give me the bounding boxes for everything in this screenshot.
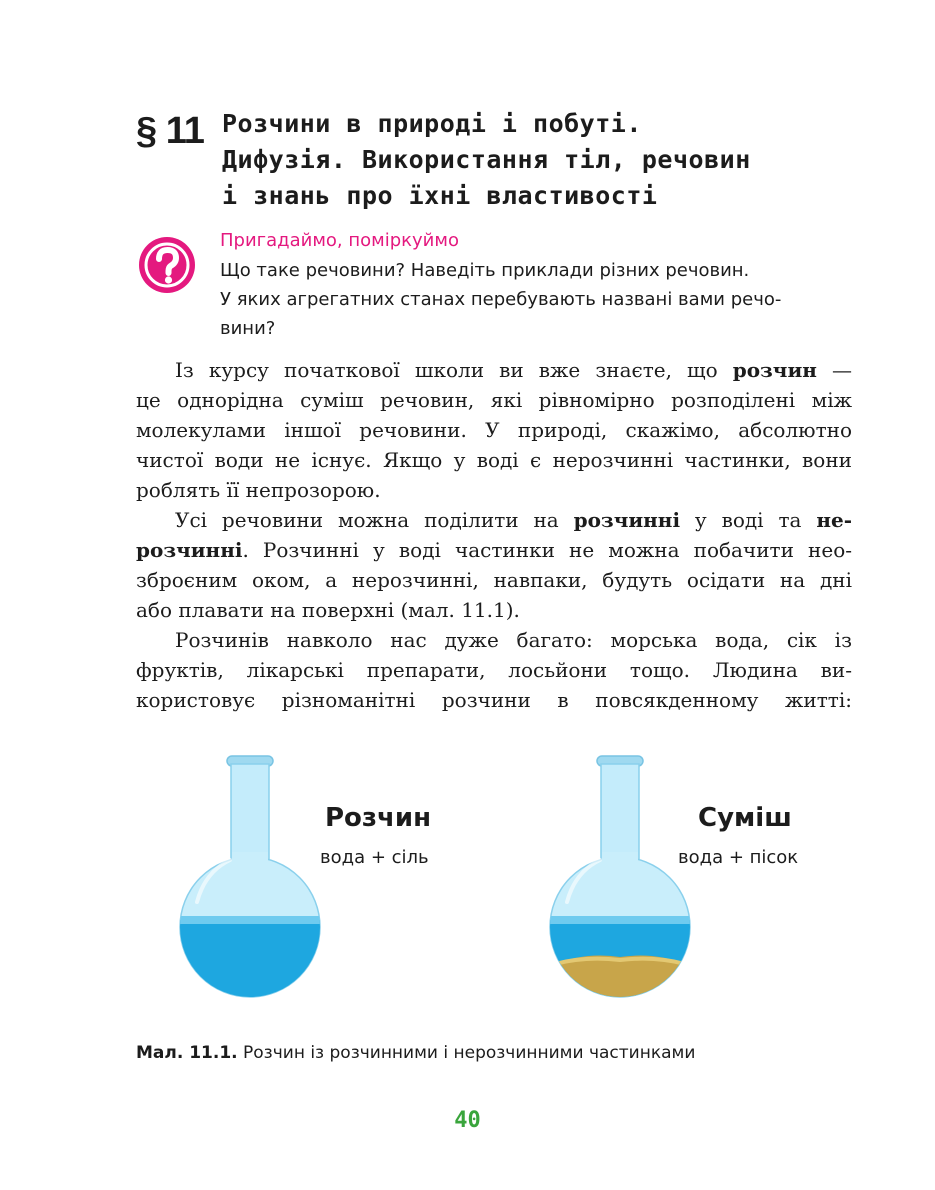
recall-question: У яких агрегатних станах перебувають названі вами речо- xyxy=(220,289,782,310)
recall-question: вини? xyxy=(220,318,276,339)
figure-caption xyxy=(136,1043,695,1063)
term-bold: розчинні xyxy=(136,538,243,562)
paragraph-line: Із курсу початкової школи ви вже знаєте, що розчин — xyxy=(175,358,852,382)
flask-mixture-title: Суміш xyxy=(698,803,792,833)
flask-solution-title: Розчин xyxy=(325,803,432,833)
section-title-line: Розчини в природі і побуті. xyxy=(222,109,642,138)
flask-mixture xyxy=(545,752,695,1002)
question-mark-icon xyxy=(138,236,196,294)
term-bold: розчинні xyxy=(573,508,681,532)
figure-caption-label: Мал. 11.1. xyxy=(136,1043,238,1063)
paragraph-line: роблять її непрозорою. xyxy=(136,478,381,502)
paragraph-line: зброєним оком, а нерозчинні, навпаки, будуть осідати на дні xyxy=(136,568,852,592)
paragraph-line: або плавати на поверхні (мал. 11.1). xyxy=(136,598,520,622)
paragraph-line: розчинні. Розчинні у воді частинки не можна побачити нео- xyxy=(136,538,852,562)
term-bold: не- xyxy=(816,508,852,532)
flask-mixture-caption: вода + пісок xyxy=(678,847,799,868)
section-number: § 11 xyxy=(136,110,204,152)
figure-caption-text: Розчин із розчинними і нерозчинними частинками xyxy=(237,1043,696,1063)
term-bold: розчин xyxy=(732,358,817,382)
paragraph-line: фруктів, лікарські препарати, лосьйони тощо. Людина ви- xyxy=(136,658,852,682)
page-number: 40 xyxy=(454,1108,481,1133)
paragraph-line: чистої води не існує. Якщо у воді є нерозчинні частинки, вони xyxy=(136,448,852,472)
paragraph-line: користовує різноманітні розчини в повсякденному житті: xyxy=(136,688,852,712)
flask-solution-caption: вода + сіль xyxy=(320,847,429,868)
section-title xyxy=(222,106,862,214)
paragraph-line: молекулами іншої речовини. У природі, скажімо, абсолютно xyxy=(136,418,852,442)
flask-solution xyxy=(175,752,325,1002)
recall-heading: Пригадаймо, поміркуймо xyxy=(220,230,459,251)
recall-question: Що таке речовини? Наведіть приклади різних речовин. xyxy=(220,260,750,281)
section-title-line: і знань про їхні властивості xyxy=(222,181,658,210)
paragraph-line: це однорідна суміш речовин, які рівномірно розподілені між xyxy=(136,388,852,412)
section-title-line: Дифузія. Використання тіл, речовин xyxy=(222,145,751,174)
paragraph-line: Розчинів навколо нас дуже багато: морська вода, сік із xyxy=(175,628,852,652)
paragraph-line: Усі речовини можна поділити на розчинні у воді та не- xyxy=(175,508,852,532)
